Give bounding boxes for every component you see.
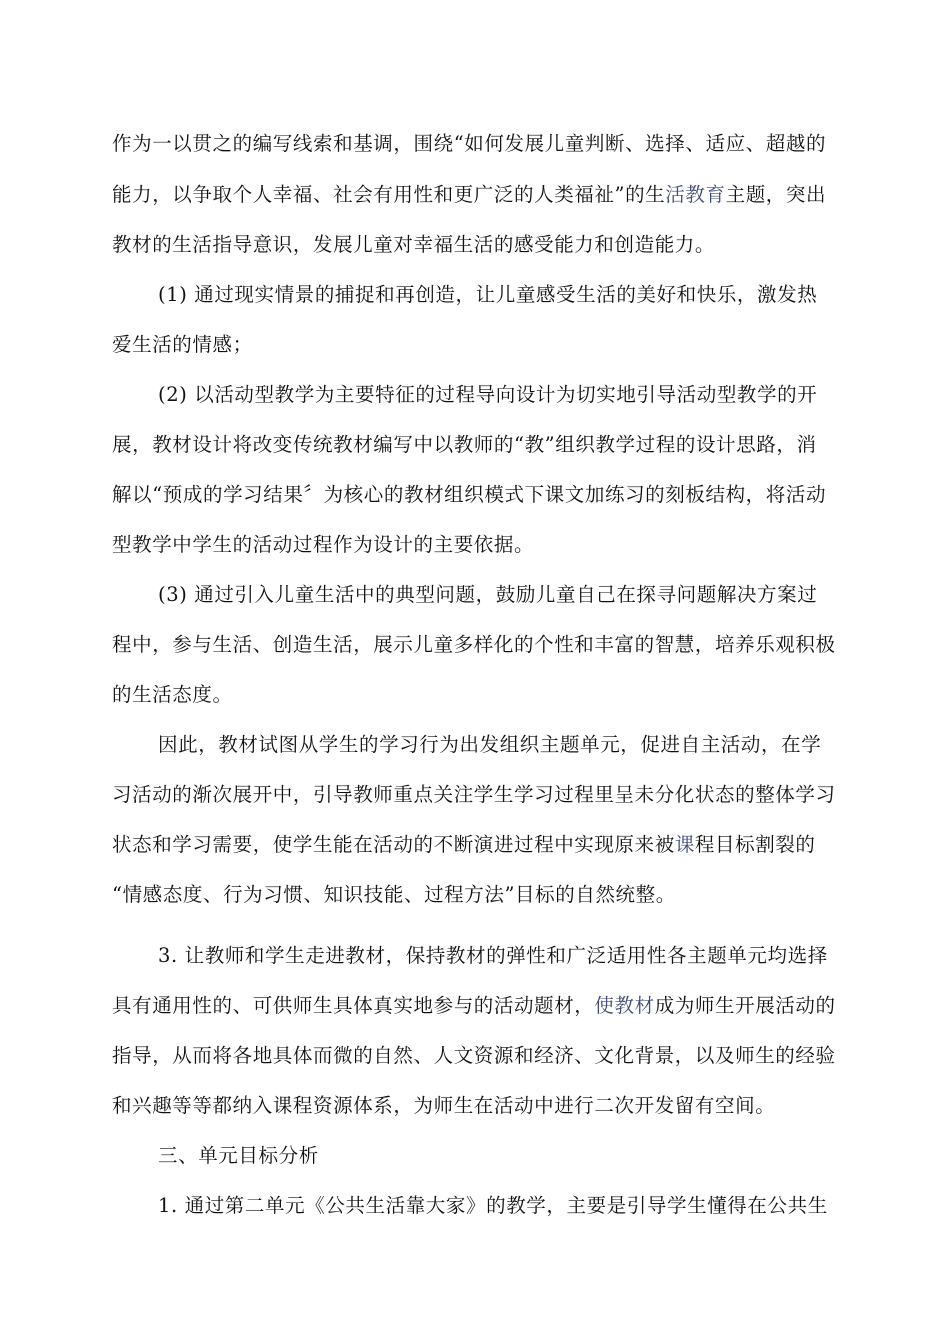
list-item-line: (1) 通过现实情景的捕捉和再创造，让儿童感受生活的美好和快乐，激发热 (158, 283, 818, 306)
paragraph-line: 型教学中学生的活动过程作为设计的主要依据。 (112, 533, 535, 556)
list-item-line: 1. 通过第二单元《公共生活靠大家》的教学，主要是引导学生懂得在公共生 (158, 1194, 828, 1217)
section-heading: 三、单元目标分析 (158, 1144, 319, 1167)
text-segment: 主题，突出 (725, 183, 827, 206)
paragraph-line (112, 986, 842, 1026)
paragraph-line: 程中，参与生活、创造生活，展示儿童多样化的个性和丰富的智慧，培养乐观积极 (112, 633, 836, 656)
text-segment: 具有通用性的、可供师生具体真实地参与的活动题材， (112, 994, 595, 1017)
text-segment: 能力，以争取个人幸福、社会有用性和更广泛的人类福祉”的生 (112, 183, 666, 206)
paragraph-line: 的生活态度。 (112, 683, 233, 706)
text-segment: 状态和学习需要，使学生能在活动的不断演进过程中实现原来被 (112, 833, 675, 856)
paragraph-line: 爱生活的情感； (112, 333, 253, 356)
paragraph-line: 解以“预成的学习结果〞为核心的教材组织模式下课文加练习的刻板结构，将活动 (112, 483, 827, 506)
text-segment: 成为师生开展活动的 (654, 994, 836, 1017)
paragraph-line: 教材的生活指导意识，发展儿童对幸福生活的感受能力和创造能力。 (112, 233, 716, 256)
paragraph-line: “情感态度、行为习惯、知识技能、过程方法”目标的自然统整。 (112, 883, 676, 906)
list-item-line: 3. 让教师和学生走进教材，保持教材的弹性和广泛适用性各主题单元均选择 (158, 944, 828, 967)
hyperlink-text[interactable]: 课 (674, 833, 695, 856)
text-segment: 程目标割裂的 (694, 833, 816, 856)
paragraph-line: 因此，教材试图从学生的学习行为出发组织主题单元，促进自主活动，在学 (158, 733, 822, 756)
hyperlink-text[interactable]: 使教材 (594, 994, 655, 1017)
paragraph-line: 指导，从而将各地具体而微的自然、人文资源和经济、文化背景，以及师生的经验 (112, 1044, 836, 1067)
hyperlink-text[interactable]: 活教育 (665, 183, 726, 206)
paragraph-line: 作为一以贯之的编写线索和基调，围绕“如何发展儿童判断、选择、适应、超越的 (112, 132, 827, 155)
list-item-line: (2) 以活动型教学为主要特征的过程导向设计为切实地引导活动型教学的开 (158, 383, 818, 406)
paragraph-line: 展，教材设计将改变传统教材编写中以教师的“教”组织教学过程的设计思路，消 (112, 433, 817, 456)
paragraph-line (112, 175, 842, 215)
paragraph-line (112, 825, 842, 865)
list-item-line: (3) 通过引入儿童生活中的典型问题，鼓励儿童自己在探寻问题解决方案过 (158, 583, 818, 606)
paragraph-line: 和兴趣等等都纳入课程资源体系，为师生在活动中进行二次开发留有空间。 (112, 1094, 776, 1117)
paragraph-line: 习活动的渐次展开中，引导教师重点关注学生学习过程里呈未分化状态的整体学习 (112, 783, 836, 806)
